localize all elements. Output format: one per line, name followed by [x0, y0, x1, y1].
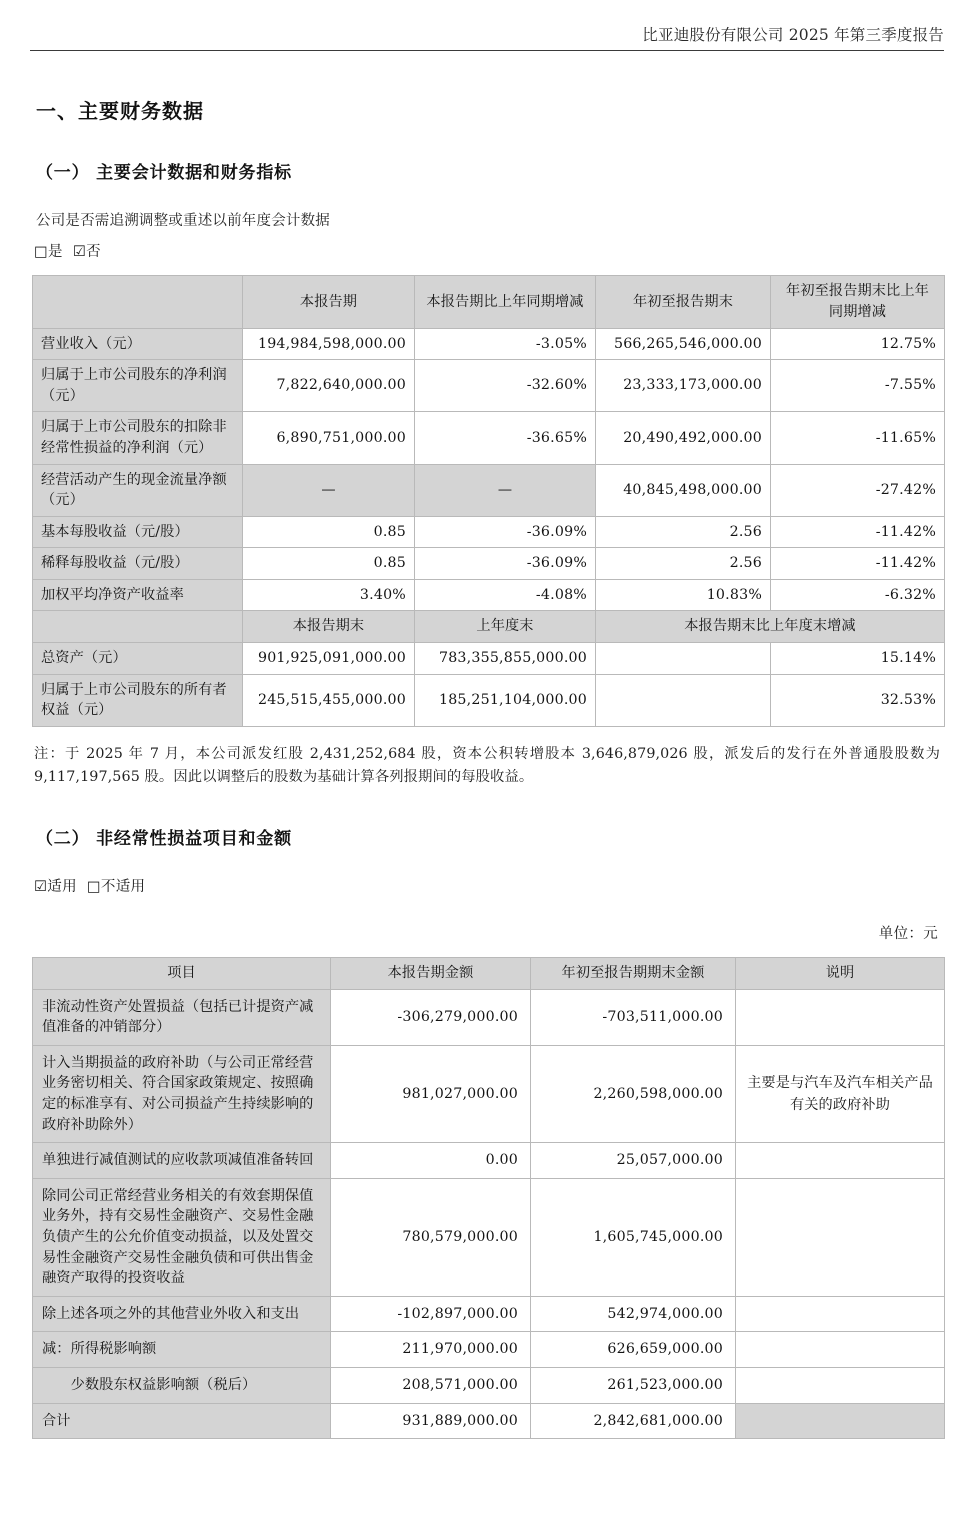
- row-label: 经营活动产生的现金流量净额（元）: [33, 464, 243, 516]
- cell-current: 0.85: [243, 548, 415, 580]
- header-corner: [33, 276, 243, 328]
- cell-ytd-yoy: 12.75%: [771, 328, 945, 360]
- cell-current: 0.00: [331, 1143, 531, 1179]
- table-row: [33, 674, 945, 726]
- cell-description: 主要是与汽车及汽车相关产品有关的政府补助: [736, 1045, 945, 1142]
- table-row: [33, 412, 945, 464]
- unit-label: 单位：元: [878, 926, 938, 942]
- header-ytd: 年初至报告期末: [596, 276, 771, 328]
- row-item: 单独进行减值测试的应收款项减值准备转回: [33, 1143, 331, 1179]
- table-row: [33, 328, 945, 360]
- table-row: [33, 464, 945, 516]
- cell-ytd: 20,490,492,000.00: [596, 412, 771, 464]
- cell-description: [736, 989, 945, 1045]
- cell-current: -102,897,000.00: [331, 1296, 531, 1332]
- row-label: 总资产（元）: [33, 643, 243, 675]
- page-title: 一、主要财务数据: [36, 98, 204, 123]
- checkbox-option-yes[interactable]: □是: [34, 244, 63, 261]
- header-current-amount: 本报告期金额: [331, 958, 531, 990]
- cell-last-year-end: 185,251,104,000.00: [415, 674, 596, 726]
- cell-current-yoy: -32.60%: [415, 360, 596, 412]
- table-row: [33, 643, 945, 675]
- table-row: [33, 1143, 945, 1179]
- cell-current: 3.40%: [243, 579, 415, 611]
- cell-current-yoy: -36.09%: [415, 516, 596, 548]
- applicability-choice-group: [34, 875, 944, 896]
- table-row: [33, 516, 945, 548]
- row-item: 非流动性资产处置损益（包括已计提资产减值准备的冲销部分）: [33, 989, 331, 1045]
- cell-current: -306,279,000.00: [331, 989, 531, 1045]
- row-item: 除同公司正常经营业务相关的有效套期保值业务外，持有交易性金融资产、交易性金融负债产生的公允价值变动损益，以及处置交易性金融资产交易性金融负债和可供出售金融资产取得的投资收益: [33, 1178, 331, 1296]
- cell-description: [736, 1178, 945, 1296]
- row-label: 归属于上市公司股东的净利润（元）: [33, 360, 243, 412]
- cell-ytd: 626,659,000.00: [531, 1332, 736, 1368]
- row-label: 归属于上市公司股东的所有者权益（元）: [33, 674, 243, 726]
- cell-description: [736, 1143, 945, 1179]
- retrospective-choice-group: [34, 240, 944, 261]
- cell-ytd-yoy: -11.42%: [771, 548, 945, 580]
- row-label: 加权平均净资产收益率: [33, 579, 243, 611]
- cell-ytd: 542,974,000.00: [531, 1296, 736, 1332]
- table-row: [33, 1296, 945, 1332]
- cell-ytd: 10.83%: [596, 579, 771, 611]
- cell-current-yoy: -36.65%: [415, 412, 596, 464]
- cell-last-year-end: 783,355,855,000.00: [415, 643, 596, 675]
- cell-description: [736, 1332, 945, 1368]
- checkbox-option-not-applicable[interactable]: □不适用: [86, 879, 146, 895]
- table-row: [33, 1045, 945, 1142]
- header2-corner: [33, 611, 243, 643]
- cell-period-end: 901,925,091,000.00: [243, 643, 415, 675]
- table-header-row: [33, 276, 945, 328]
- cell-ytd: 2,842,681,000.00: [531, 1403, 736, 1439]
- header-item: 项目: [33, 958, 331, 990]
- header-current-period: 本报告期: [243, 276, 415, 328]
- table-header-row-2: [33, 611, 945, 643]
- cell-description: [736, 1403, 945, 1439]
- row-label: 基本每股收益（元/股）: [33, 516, 243, 548]
- cell-current: 208,571,000.00: [331, 1367, 531, 1403]
- checkbox-option-no[interactable]: ☑否: [72, 244, 101, 261]
- checkbox-option-applicable[interactable]: ☑适用: [34, 879, 77, 895]
- cell-ytd: 261,523,000.00: [531, 1367, 736, 1403]
- cell-ytd-yoy: -11.65%: [771, 412, 945, 464]
- header-current-period-yoy: 本报告期比上年同期增减: [415, 276, 596, 328]
- cell-current: 211,970,000.00: [331, 1332, 531, 1368]
- cell-ytd: 566,265,546,000.00: [596, 328, 771, 360]
- cell-current: —: [243, 464, 415, 516]
- table-header-row: [33, 958, 945, 990]
- cell-description: [736, 1367, 945, 1403]
- header2-period-end: 本报告期末: [243, 611, 415, 643]
- cell-current: 981,027,000.00: [331, 1045, 531, 1142]
- header-divider: [30, 50, 944, 51]
- row-item: 合计: [33, 1403, 331, 1439]
- cell-ytd: -703,511,000.00: [531, 989, 736, 1045]
- row-item: 减：所得税影响额: [33, 1332, 331, 1368]
- cell-ytd: 25,057,000.00: [531, 1143, 736, 1179]
- table-row: [33, 989, 945, 1045]
- cell-ytd-yoy: -27.42%: [771, 464, 945, 516]
- cell-ytd: 2.56: [596, 548, 771, 580]
- cell-change: 32.53%: [771, 674, 945, 726]
- cell-current: 6,890,751,000.00: [243, 412, 415, 464]
- cell-change: 15.14%: [771, 643, 945, 675]
- row-item: 少数股东权益影响额（税后）: [33, 1367, 331, 1403]
- table-row: [33, 548, 945, 580]
- cell-current-yoy: -3.05%: [415, 328, 596, 360]
- cell-ytd-yoy: -7.55%: [771, 360, 945, 412]
- cell-ytd: 23,333,173,000.00: [596, 360, 771, 412]
- main-financial-table: [32, 275, 945, 727]
- cell-ytd-yoy: -11.42%: [771, 516, 945, 548]
- row-label: 营业收入（元）: [33, 328, 243, 360]
- cell-ytd: 40,845,498,000.00: [596, 464, 771, 516]
- retrospective-question: 公司是否需追溯调整或重述以前年度会计数据: [36, 212, 330, 229]
- header-description: 说明: [736, 958, 945, 990]
- cell-current: 7,822,640,000.00: [243, 360, 415, 412]
- row-label: 归属于上市公司股东的扣除非经常性损益的净利润（元）: [33, 412, 243, 464]
- cell-current: 780,579,000.00: [331, 1178, 531, 1296]
- cell-ytd: 2,260,598,000.00: [531, 1045, 736, 1142]
- header-ytd-amount: 年初至报告期期末金额: [531, 958, 736, 990]
- header2-last-year-end: 上年度末: [415, 611, 596, 643]
- nonrecurring-items-table: [32, 957, 945, 1439]
- table-row: [33, 579, 945, 611]
- table-row: [33, 360, 945, 412]
- cell-description: [736, 1296, 945, 1332]
- table-footnote: 注：于 2025 年 7 月，本公司派发红股 2,431,252,684 股，资本公积转增股本 3,646,879,026 股，派发后的发行在外普通股股数为 9,117,197,565 股。因此以调整后的股数为基础计算各列报期间的每股收益。: [34, 745, 940, 786]
- subsection-title-1: （一） 主要会计数据和财务指标: [36, 162, 292, 183]
- cell-ytd-yoy: -6.32%: [771, 579, 945, 611]
- cell-current-yoy: -4.08%: [415, 579, 596, 611]
- cell-current-yoy: -36.09%: [415, 548, 596, 580]
- table-row: [33, 1332, 945, 1368]
- running-header-title: 比亚迪股份有限公司 2025 年第三季度报告: [642, 26, 944, 44]
- cell-ytd: 1,605,745,000.00: [531, 1178, 736, 1296]
- table-row-total: [33, 1403, 945, 1439]
- cell-current: 194,984,598,000.00: [243, 328, 415, 360]
- header-ytd-yoy: 年初至报告期末比上年同期增减: [771, 276, 945, 328]
- cell-current-yoy: —: [415, 464, 596, 516]
- cell-current: 0.85: [243, 516, 415, 548]
- row-item: 计入当期损益的政府补助（与公司正常经营业务密切相关、符合国家政策规定、按照确定的标准享有、对公司损益产生持续影响的政府补助除外）: [33, 1045, 331, 1142]
- row-item: 除上述各项之外的其他营业外收入和支出: [33, 1296, 331, 1332]
- header2-change: 本报告期末比上年度末增减: [596, 611, 945, 643]
- subsection-title-2: （二） 非经常性损益项目和金额: [36, 829, 292, 849]
- row-label: 稀释每股收益（元/股）: [33, 548, 243, 580]
- cell-spacer: [596, 674, 771, 726]
- table-row: [33, 1178, 945, 1296]
- table-row: [33, 1367, 945, 1403]
- running-header: [30, 0, 944, 45]
- cell-spacer: [596, 643, 771, 675]
- cell-ytd: 2.56: [596, 516, 771, 548]
- cell-period-end: 245,515,455,000.00: [243, 674, 415, 726]
- cell-current: 931,889,000.00: [331, 1403, 531, 1439]
